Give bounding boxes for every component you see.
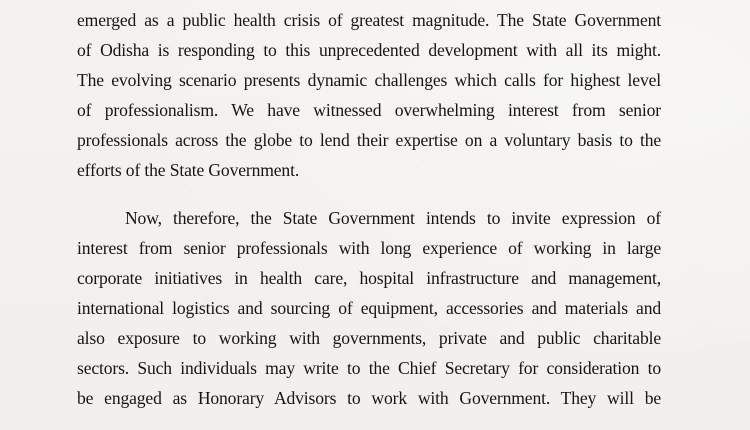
text-line: professionals across the globe to lend their expertise on a voluntary basis to the xyxy=(77,130,661,150)
text-line: efforts of the State Government. xyxy=(77,160,300,180)
text-line: emerged as a public health crisis of greatest magnitude. The State Government xyxy=(77,10,661,30)
paragraph-public-health-crisis xyxy=(77,5,661,185)
text-line: of Odisha is responding to this unprecedented development with all its might. xyxy=(77,40,661,60)
text-line: international logistics and sourcing of equipment, accessories and materials and xyxy=(77,298,661,318)
text-line: also exposure to working with governments, private and public charitable xyxy=(77,328,661,348)
text-line: interest from senior professionals with long experience of working in large xyxy=(77,238,661,258)
paragraph-expression-of-interest xyxy=(77,203,661,413)
text-line: sectors. Such individuals may write to the Chief Secretary for consideration to xyxy=(77,358,661,378)
text-line-indented: Now, therefore, the State Government intends to invite expression of xyxy=(125,208,661,228)
text-line: The evolving scenario presents dynamic challenges which calls for highest level xyxy=(77,70,661,90)
text-line: be engaged as Honorary Advisors to work with Government. They will be xyxy=(77,388,661,408)
text-line: of professionalism. We have witnessed overwhelming interest from senior xyxy=(77,100,661,120)
text-line: corporate initiatives in health care, hospital infrastructure and management, xyxy=(77,268,661,288)
cropped-next-line xyxy=(77,423,661,430)
